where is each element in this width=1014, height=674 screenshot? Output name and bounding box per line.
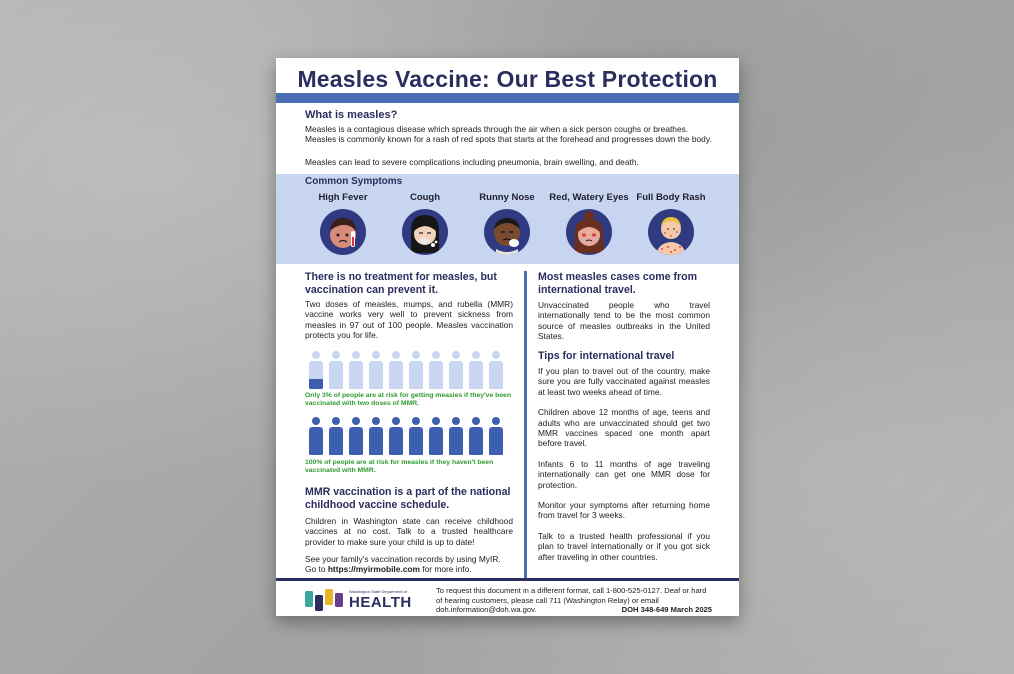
symptoms-band: [276, 174, 739, 264]
mmr-schedule-paragraph: Children in Washington state can receive childhood vaccines at no cost. Talk to a trusted healthcare provider to make sure your child is up to date!: [305, 516, 513, 547]
person-figure-icon: [348, 417, 364, 455]
symptom-full-body-rash: [626, 192, 716, 255]
travel-tip: Infants 6 to 11 months of age traveling internationally can get one MMR dose for protection.: [538, 458, 710, 490]
person-figure-icon: [488, 351, 504, 389]
travel-tip: Talk to a trusted health professional if you plan to travel internationally or if you got sick after traveling in other countries.: [538, 530, 710, 562]
what-heading: What is measles?: [305, 109, 398, 121]
title-accent-bar: [276, 93, 739, 103]
rash-body-icon: [648, 209, 694, 255]
person-figure-icon: [328, 417, 344, 455]
travel-cases-heading: Most measles cases come from international travel.: [538, 271, 697, 296]
person-figure-icon: [428, 351, 444, 389]
symptom-runny-nose: [462, 192, 552, 255]
records-end-text: for more info.: [419, 564, 472, 575]
person-figure-icon: [428, 417, 444, 455]
records-go-text: Go to: [305, 564, 328, 575]
fever-face-icon: [320, 209, 366, 255]
unvaccinated-risk-caption: 100% of people are at risk for measles if they haven't been vaccinated with MMR.: [305, 459, 494, 475]
person-figure-icon: [388, 417, 404, 455]
symptom-label: Red, Watery Eyes: [549, 192, 629, 203]
watery-eyes-face-icon: [566, 209, 612, 255]
person-figure-icon: [388, 351, 404, 389]
person-figure-icon: [368, 351, 384, 389]
person-figure-icon: [328, 351, 344, 389]
runny-nose-face-icon: [484, 209, 530, 255]
person-figure-icon: [408, 351, 424, 389]
doh-logo-mark-icon: [305, 587, 345, 611]
symptom-high-fever: [298, 192, 388, 255]
what-paragraph-2: Measles can lead to severe complications including pneumonia, brain swelling, and death.: [305, 157, 639, 167]
person-figure-icon: [408, 417, 424, 455]
logo-health-text: HEALTH: [349, 594, 412, 611]
myir-link[interactable]: https://myirmobile.com: [327, 564, 420, 575]
travel-tip: If you plan to travel out of the country, make sure you are fully vaccinated against measles at least two weeks ahead of time.: [538, 366, 710, 397]
what-paragraph-1: Measles is a contagious disease which spreads through the air when a sick person coughs or breathes. Measles is commonly known for a rash of red spots that starts at the forehead and progresses down the body.: [305, 124, 712, 145]
person-figure-icon: [488, 417, 504, 455]
accessibility-request: To request this document in a different format, call 1-800-525-0127. Deaf or hard of hearing customers, please call 711 (Washington Relay) or email doh.information@doh.wa.gov.: [436, 586, 707, 615]
document-id: DOH 348-649 March 2025: [621, 605, 712, 614]
doh-logo: [305, 586, 415, 612]
cough-face-icon: [402, 209, 448, 255]
vaccinated-risk-figures: [308, 351, 504, 389]
unvaccinated-risk-figures: [308, 417, 504, 455]
column-divider: [524, 271, 527, 579]
records-line-1: See your family's vaccination records by using MyIR.: [305, 554, 501, 564]
vaccinated-risk-caption: Only 3% of people are at risk for getting measles if they've been vaccinated with two doses of MMR.: [305, 392, 511, 408]
symptom-label: Full Body Rash: [636, 192, 706, 203]
symptom-label: Cough: [409, 192, 441, 203]
symptoms-heading: Common Symptoms: [305, 176, 403, 187]
person-figure-icon: [368, 417, 384, 455]
travel-tips-list: [538, 366, 710, 562]
person-figure-icon: [448, 351, 464, 389]
vaccination-records-text: [305, 554, 517, 575]
flyer-page: [276, 58, 739, 616]
person-figure-icon: [468, 351, 484, 389]
records-line-2: [305, 564, 517, 574]
travel-tip: Children above 12 months of age, teens and adults who are unvaccinated should get two MMR vaccines spaced one month apart before travel.: [538, 407, 710, 449]
travel-tips-heading: Tips for international travel: [538, 350, 675, 362]
mmr-schedule-heading: MMR vaccination is a part of the national childhood vaccine schedule.: [305, 486, 511, 511]
no-treatment-heading: There is no treatment for measles, but vaccination can prevent it.: [305, 271, 497, 296]
travel-tip: Monitor your symptoms after returning home from travel for 3 weeks.: [538, 500, 710, 521]
person-figure-icon: [308, 417, 324, 455]
person-figure-icon: [448, 417, 464, 455]
footer-rule: [276, 578, 739, 581]
symptom-label: High Fever: [318, 192, 368, 203]
page-title: Measles Vaccine: Our Best Protection: [297, 66, 718, 92]
logo-department-text: Washington State Department of: [349, 589, 407, 594]
symptom-cough: [380, 192, 470, 255]
person-figure-icon: [468, 417, 484, 455]
no-treatment-paragraph: Two doses of measles, mumps, and rubella (MMR) vaccine works very well to prevent sickness from measles in 97 out of 100 people. Measles vaccination protects you for life.: [305, 299, 513, 341]
symptom-label: Runny Nose: [479, 192, 535, 203]
person-figure-icon: [308, 351, 324, 389]
person-figure-icon: [348, 351, 364, 389]
travel-cases-paragraph: Unvaccinated people who travel internationally tend to be the most common source of measles outbreaks in the United States.: [538, 300, 710, 342]
symptom-red-watery-eyes: [544, 192, 634, 255]
